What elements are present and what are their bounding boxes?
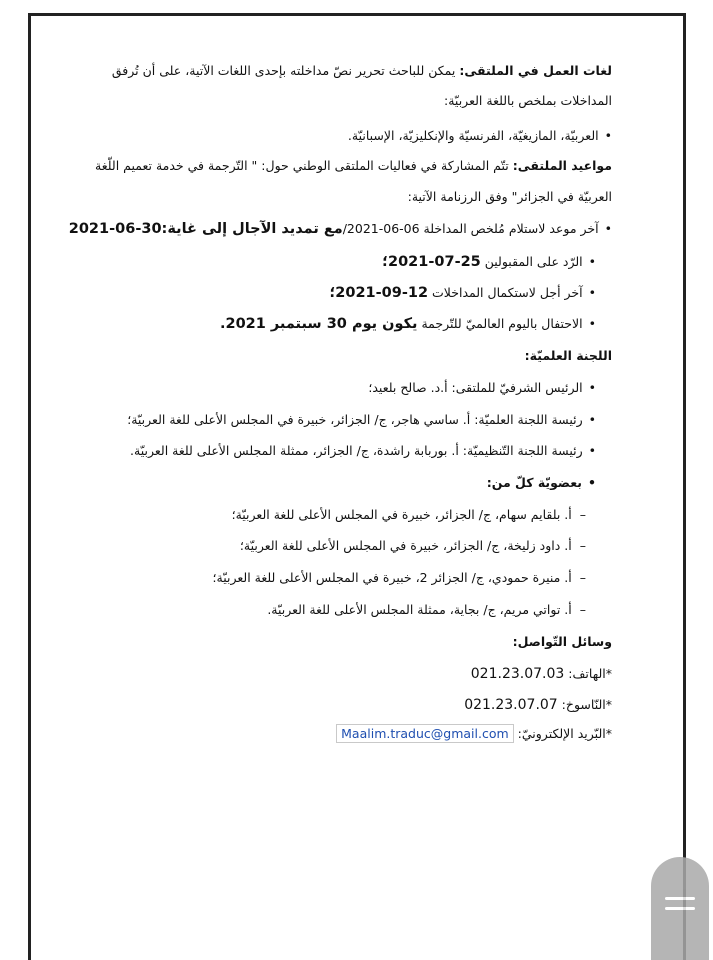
date-item-text: آخر أجل لاستكمال المداخلات: [428, 285, 583, 300]
member-item-text: أ. داود زليخة، ج/ الجزائر، خبيرة في المجلس الأعلى للغة العربيّة؛: [239, 538, 572, 553]
member-item-text: أ. منيرة حمودي، ج/ الجزائر 2، خبيرة في المجلس الأعلى للغة العربيّة؛: [212, 570, 572, 585]
bullet: •: [604, 128, 612, 143]
members-title: [487, 475, 596, 490]
bullet: •: [588, 316, 596, 331]
bullet: •: [588, 285, 596, 300]
committee-item: [130, 443, 596, 458]
member-item-text: أ. تواتي مريم، ج/ بجاية، ممثلة المجلس الأعلى للغة العربيّة.: [267, 602, 572, 617]
phone-value: 021.23.07.03: [470, 666, 565, 682]
bullet: •: [588, 380, 596, 395]
dash: –: [579, 570, 586, 585]
fax-label: *النّاسوخ:: [557, 697, 612, 712]
committee-item: [127, 412, 596, 427]
contact-title: وسائل التّواصل:: [512, 634, 612, 649]
contact-email: [336, 726, 612, 741]
working-languages-text: يمكن للباحث تحرير نصّ مداخلته بإحدى اللغات الآتية، على أن تُرفق: [111, 63, 460, 78]
member-item: [232, 507, 586, 522]
working-languages-line2: المداخلات بملخص باللغة العربيّة:: [444, 93, 612, 108]
dash: –: [579, 507, 586, 522]
dates-line2: العربيّة في الجزائر" وفق الرزنامة الآتية:: [407, 189, 612, 204]
member-item: [267, 602, 586, 617]
bullet: •: [588, 475, 596, 490]
dates-text: تتّم المشاركة في فعاليات الملتقى الوطني حول: " التّرجمة في خدمة تعميم اللّغة: [95, 158, 513, 173]
languages-list-text: العربيّة، المازيغيّة، الفرنسيّة والإنكليزيّة، الإسبانيّة.: [347, 128, 599, 143]
menu-icon-bar: [665, 897, 695, 900]
bullet: •: [588, 443, 596, 458]
members-title-text: بعضويّة كلّ من:: [486, 475, 582, 490]
fax-value: 021.23.07.07: [464, 697, 558, 713]
date-item-text: آخر موعد لاستلام مُلخص المداخلة 06-06-2021/: [342, 221, 599, 236]
email-label: *البّريد الإلكترونيّ:: [513, 726, 612, 741]
member-item: [240, 538, 586, 553]
menu-icon-bar: [665, 907, 695, 910]
date-item: [69, 221, 612, 237]
languages-list-item: [348, 128, 612, 143]
date-item-bold: 12-09-2021؛: [329, 285, 429, 301]
date-item: [329, 285, 596, 301]
member-item: [213, 570, 586, 585]
contact-phone: [471, 666, 612, 682]
working-languages-label: لغات العمل في الملتقى:: [459, 63, 612, 78]
date-item-bold: يكون يوم 30 سبتمبر 2021.: [219, 316, 418, 332]
committee-item-text: رئيسة اللجنة التّنظيميّة: أ. بوربابة راشدة، ج/ الجزائر، ممثلة المجلس الأعلى للغة العربيّة.: [130, 443, 583, 458]
committee-item-text: رئيسة اللجنة العلميّة: أ. ساسي هاجر، ج/ الجزائر، خبيرة في المجلس الأعلى للغة العربيّة؛: [127, 412, 583, 427]
dash: –: [579, 602, 586, 617]
committee-item: [368, 380, 596, 395]
date-item-bold: 25-07-2021؛: [382, 254, 481, 270]
dates-line1: [95, 158, 612, 173]
date-item-text: الاحتفال باليوم العالميّ للتّرجمة: [417, 316, 583, 331]
bullet: •: [588, 412, 596, 427]
dash: –: [579, 538, 586, 553]
menu-icon[interactable]: [651, 857, 709, 960]
date-item-bold: مع تمديد الآجال إلى غاية:30-06-2021: [68, 221, 343, 237]
date-item: [382, 254, 596, 270]
working-languages-line1: [112, 63, 612, 78]
member-item-text: أ. بلقايم سهام، ج/ الجزائر، خبيرة في المجلس الأعلى للغة العربيّة؛: [231, 507, 572, 522]
phone-label: *الهاتف:: [564, 666, 612, 681]
contact-fax: [464, 697, 612, 713]
email-link[interactable]: Maalim.traduc@gmail.com: [336, 724, 514, 743]
dates-label: مواعيد الملتقى:: [512, 158, 612, 173]
committee-item-text: الرئيس الشرفيّ للملتقى: أ.د. صالح بلعيد؛: [368, 380, 583, 395]
bullet: •: [604, 221, 612, 236]
date-item: [220, 316, 596, 332]
bullet: •: [588, 254, 596, 269]
date-item-text: الرّد على المقبولين: [480, 254, 583, 269]
committee-title: اللجنة العلميّة:: [524, 348, 612, 363]
